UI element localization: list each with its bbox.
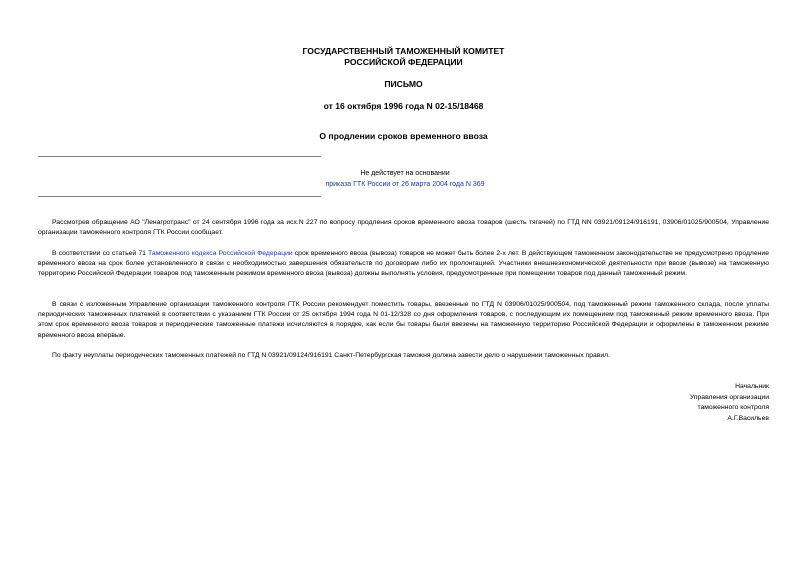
paragraph-4: По факту неуплаты периодических таможенных платежей по ГТД N 03921/09124/916191 Санкт-Петербургская таможня должна завести дело о нарушении таможенных правил. bbox=[52, 352, 611, 359]
customs-code-link[interactable]: Таможенного кодекса Российской Федерации bbox=[147, 250, 293, 257]
paragraph-2-rest: срок временного ввоза (вывоза) товаров не может быть более 2-х лет. В действующем таможенном законодательстве не предусмотрено продление временного ввоза на срок более установленного в связи с необходимостью завершения обязательств по договорам либо их пролонгацией. Участники внешнеэкономической деятельности при ввозе (вывозе) на таможенную территорию Российской Федерации товаров под таможенным режимом временного ввоза (вывоза) должны выполнять условия, предусмотренные при помещении товаров под данный таможенный режим. bbox=[38, 250, 769, 278]
org-name-line1: ГОСУДАРСТВЕННЫЙ ТАМОЖЕННЫЙ КОМИТЕТ bbox=[302, 46, 505, 56]
bottom-divider bbox=[38, 196, 321, 197]
signature-block bbox=[569, 382, 769, 424]
document-type: ПИСЬМО bbox=[384, 79, 423, 89]
paragraph-2-start: В соответствии со статьей 71 bbox=[52, 250, 148, 257]
org-name-line2: РОССИЙСКОЙ ФЕДЕРАЦИИ bbox=[344, 57, 463, 67]
signature-department: Управления организации bbox=[689, 393, 769, 401]
status-notice bbox=[300, 168, 510, 190]
status-notice-text: Не действует на основании bbox=[360, 170, 450, 177]
paragraph-2 bbox=[38, 249, 769, 280]
paragraph-3: В связи с изложенным Управление организации таможенного контроля ГТК России рекомендует поместить товары, ввезенные по ГТД N 03906/01025/900504, под таможенный режим таможенного склада, после уплаты периодических таможенных платежей в соответствии с указанием ГТК России от 25 октября 1994 года N 01-12/328 со дня оформления товаров, с последующим их помещением под таможенный режим временного ввоза. При этом срок временного ввоза товаров и периодические таможенные платежи исчисляются в порядке, как если бы товары были ввезены на таможенную территорию Российской Федерации и оформлены в таможенном режиме временного ввоза впервые. bbox=[38, 301, 769, 339]
signature-division: таможенного контроля bbox=[697, 404, 769, 411]
repeal-order-link[interactable]: приказа ГТК России от 26 марта 2004 года N 369 bbox=[325, 181, 485, 188]
paragraph-1: Рассмотрев обращение АО "Ленагротранс" от 24 сентября 1996 года за исх.N 227 по вопросу продления сроков временного ввоза товаров (шесть тягачей) по ГТД NN 03921/09124/916191, 03906/01025/900504, Управление организации таможенного контроля ГТК России сообщает. bbox=[38, 219, 769, 237]
document-date: от 16 октября 1996 года N 02-15/18468 bbox=[323, 101, 484, 111]
document-subject: О продлении сроков временного ввоза bbox=[319, 131, 488, 141]
signature-name: А.Г.Васильев bbox=[727, 414, 769, 422]
top-divider bbox=[38, 156, 321, 157]
signature-title: Начальник bbox=[735, 383, 769, 390]
